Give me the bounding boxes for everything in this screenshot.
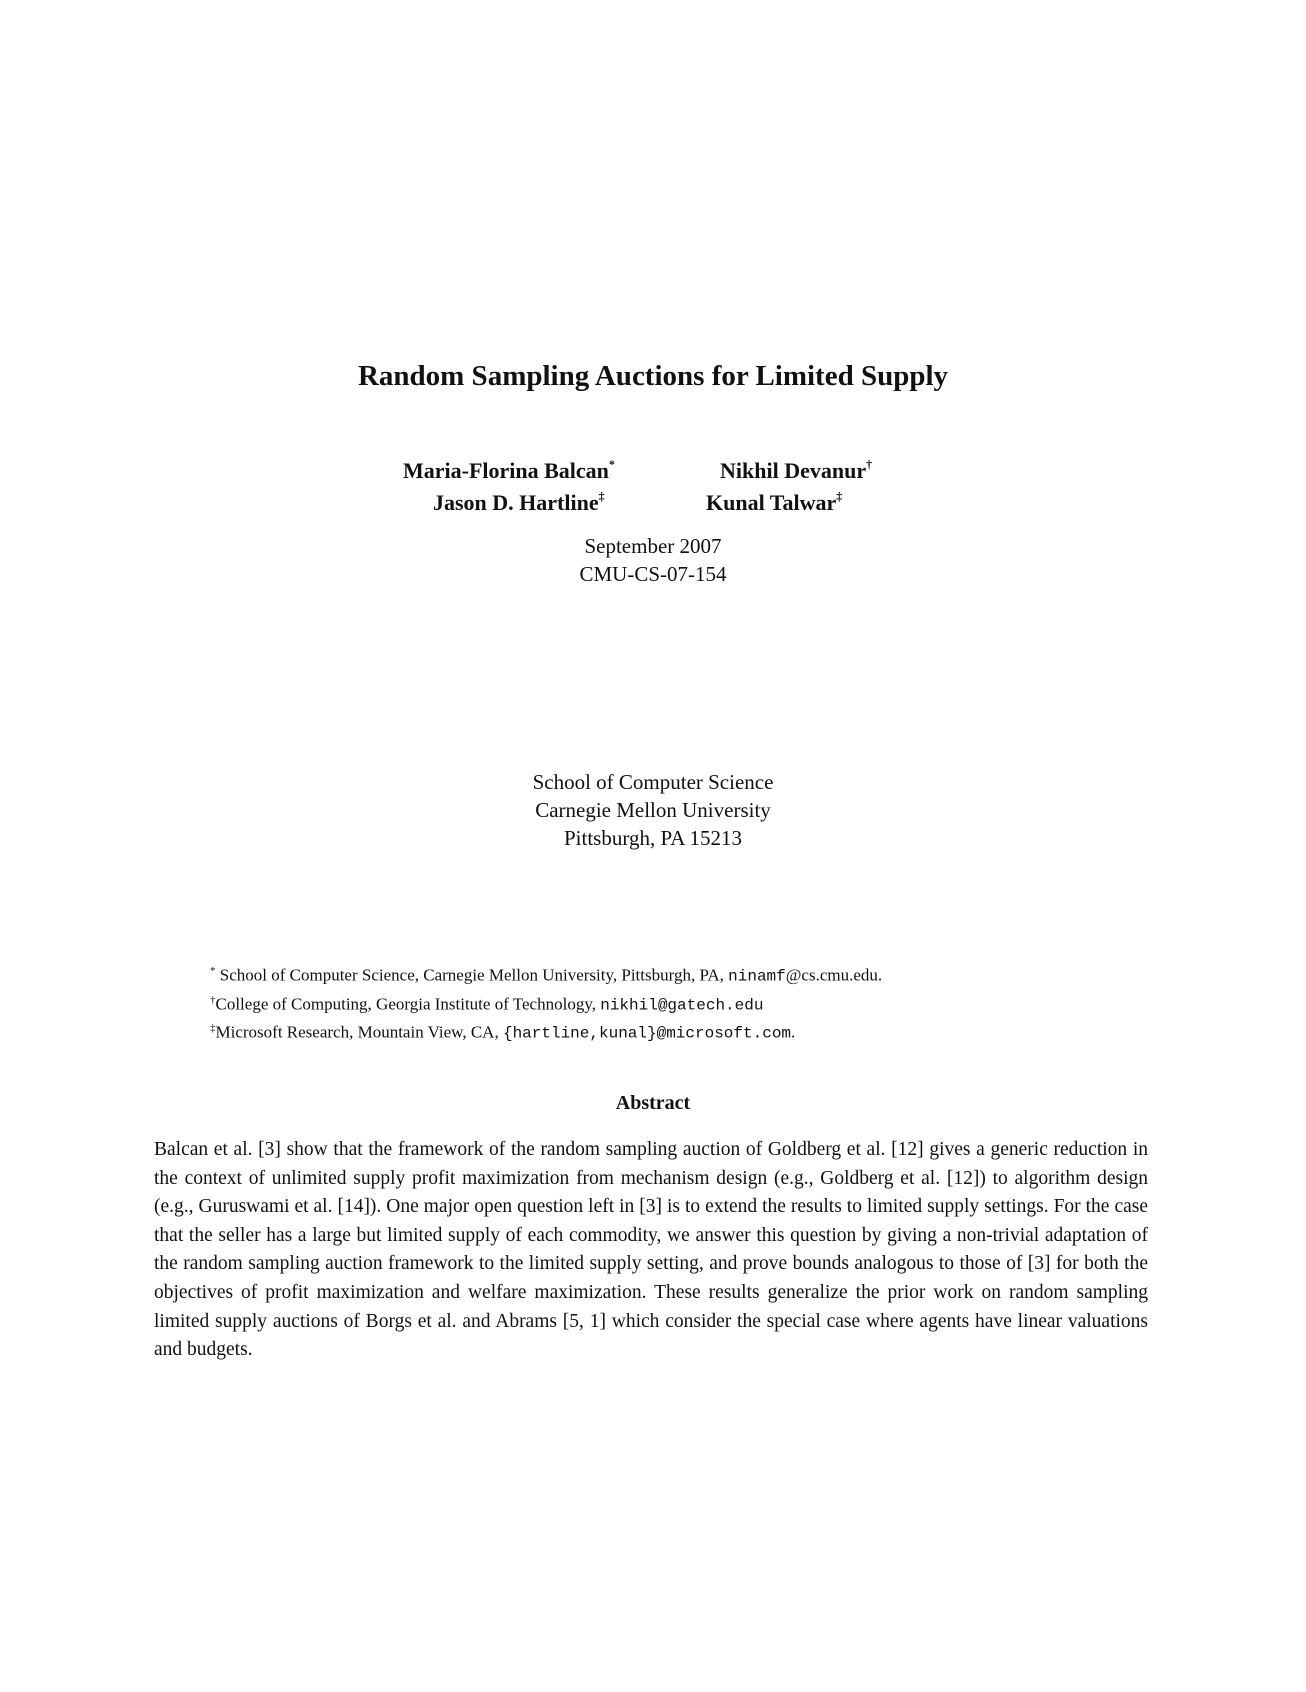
- affiliation-line: School of Computer Science: [532, 770, 774, 794]
- publication-date: September 2007: [584, 534, 722, 558]
- author-name: Jason D. Hartline: [433, 490, 599, 515]
- abstract-heading: Abstract: [615, 1092, 691, 1114]
- report-number: CMU-CS-07-154: [579, 562, 727, 586]
- footnote-email[interactable]: {hartline,kunal}@microsoft.com: [502, 1024, 792, 1043]
- author-name: Nikhil Devanur: [720, 458, 867, 483]
- paper-title: Random Sampling Auctions for Limited Supply: [357, 360, 949, 392]
- author-talwar: [706, 490, 842, 516]
- author-mark: †: [866, 456, 873, 471]
- footnote-email-tail: .: [791, 1022, 796, 1042]
- author-devanur: [720, 458, 872, 484]
- footnote-email[interactable]: nikhil@gatech.edu: [600, 996, 764, 1015]
- footnote-mark: ‡: [210, 1022, 216, 1034]
- footnote-mark: *: [210, 965, 216, 977]
- affiliation-line: Carnegie Mellon University: [535, 798, 771, 822]
- footnote-email-tail: @cs.cmu.edu.: [785, 965, 883, 985]
- affiliation-line: Pittsburgh, PA 15213: [564, 826, 742, 850]
- footnote-text: College of Computing, Georgia Institute of Technology,: [215, 994, 601, 1014]
- footnote-text: School of Computer Science, Carnegie Mellon University, Pittsburgh, PA,: [215, 965, 729, 985]
- author-mark: ‡: [836, 488, 843, 503]
- footnote-email[interactable]: ninamf: [728, 967, 786, 986]
- footnote-devanur: [210, 994, 763, 1015]
- author-hartline: [433, 490, 605, 516]
- footnote-microsoft: [210, 1022, 795, 1043]
- author-name: Maria-Florina Balcan: [403, 458, 609, 483]
- abstract-body: Balcan et al. [3] show that the framework of the random sampling auction of Goldberg et al. [12] gives a generic reduction in the context of unlimited supply profit maximization from mechanism design (e.g., Goldberg et al. [12]) to algorithm design (e.g., Guruswami et al. [14]). One major open question left in [3] is to extend the results to limited supply settings. For the case that the seller has a large but limited supply of each commodity, we answer this question by giving a non-trivial adaptation of the random sampling auction framework to the limited supply setting, and prove bounds analogous to those of [3] for both the objectives of profit maximization and welfare maximization. These results generalize the prior work on random sampling limited supply auctions of Borgs et al. and Abrams [5, 1] which consider the special case where agents have linear valuations and budgets.: [154, 1139, 1148, 1361]
- author-mark: ‡: [598, 488, 605, 503]
- author-balcan: [403, 458, 615, 484]
- author-name: Kunal Talwar: [706, 490, 837, 515]
- author-mark: *: [608, 456, 615, 471]
- footnote-text: Microsoft Research, Mountain View, CA,: [215, 1022, 503, 1042]
- footnote-mark: †: [210, 994, 216, 1006]
- footnote-balcan: [210, 965, 882, 986]
